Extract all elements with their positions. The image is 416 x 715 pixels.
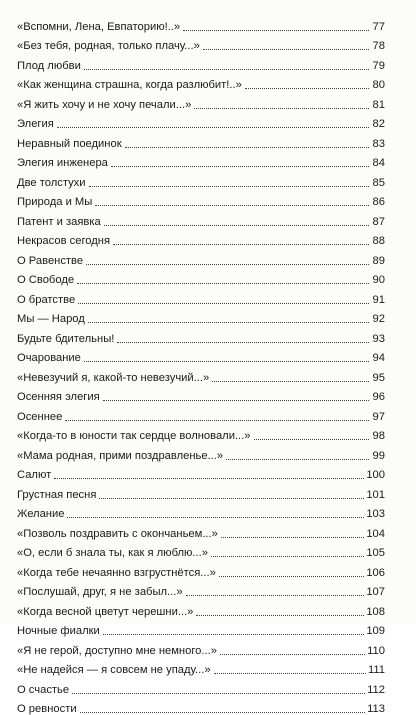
dot-leader <box>57 118 369 130</box>
toc-entry[interactable] <box>17 325 385 345</box>
toc-entry-title: Очарование <box>17 352 82 364</box>
dot-leader <box>78 294 369 306</box>
toc-entry-title: Элегия <box>17 118 55 130</box>
toc-entry-title: Две толстухи <box>17 177 87 189</box>
toc-entry-title: «Мама родная, прими поздравленье...» <box>17 450 224 462</box>
toc-entry-page-number: 83 <box>371 138 385 150</box>
toc-entry-title: «Послушай, друг, я не забыл...» <box>17 586 184 598</box>
dot-leader <box>117 333 369 345</box>
toc-entry-page-number: 79 <box>371 60 385 72</box>
toc-entry[interactable] <box>17 247 385 267</box>
toc-entry-page-number: 92 <box>371 313 385 325</box>
toc-entry[interactable] <box>17 676 385 696</box>
dot-leader <box>111 157 369 169</box>
toc-entry-title: «Когда тебе нечаянно взгрустнётся...» <box>17 567 217 579</box>
toc-entry-page-number: 97 <box>371 411 385 423</box>
toc-entry-title: О счастье <box>17 684 70 696</box>
dot-leader <box>211 547 364 559</box>
dot-leader <box>95 196 369 208</box>
toc-entry-page-number: 89 <box>371 255 385 267</box>
dot-leader <box>220 645 365 657</box>
toc-entry[interactable] <box>17 520 385 540</box>
toc-entry-title: Патент и заявка <box>17 216 102 228</box>
toc-entry-title: «Я жить хочу и не хочу печали...» <box>17 99 192 111</box>
toc-entry-title: Салют <box>17 469 52 481</box>
toc-entry-title: Плод любви <box>17 60 82 72</box>
dot-leader <box>103 625 365 637</box>
toc-entry[interactable] <box>17 481 385 501</box>
toc-entry[interactable] <box>17 189 385 209</box>
toc-entry[interactable] <box>17 72 385 92</box>
dot-leader <box>219 567 364 579</box>
toc-entry-page-number: 84 <box>371 157 385 169</box>
toc-entry-title: «Не надейся — я совсем не упаду...» <box>17 664 212 676</box>
toc-entry-page-number: 96 <box>371 391 385 403</box>
dot-leader <box>214 664 366 676</box>
toc-entry-page-number: 82 <box>371 118 385 130</box>
toc-entry-page-number: 86 <box>371 196 385 208</box>
toc-entry-page-number: 91 <box>371 294 385 306</box>
dot-leader <box>221 528 364 540</box>
dot-leader <box>67 508 364 520</box>
toc-entry-page-number: 77 <box>371 21 385 33</box>
toc-entry[interactable] <box>17 286 385 306</box>
table-of-contents <box>17 13 385 715</box>
toc-entry-page-number: 95 <box>371 372 385 384</box>
dot-leader <box>65 411 369 423</box>
dot-leader <box>226 450 369 462</box>
toc-entry-title: Мы — Народ <box>17 313 86 325</box>
toc-entry[interactable] <box>17 13 385 33</box>
dot-leader <box>254 430 370 442</box>
toc-entry-page-number: 107 <box>366 586 385 598</box>
toc-entry[interactable] <box>17 442 385 462</box>
dot-leader <box>104 216 369 228</box>
toc-entry-page-number: 88 <box>371 235 385 247</box>
toc-entry[interactable] <box>17 501 385 521</box>
toc-entry-title: Природа и Мы <box>17 196 93 208</box>
toc-entry-title: «Вспомни, Лена, Евпаторию!..» <box>17 21 181 33</box>
toc-entry-page-number: 109 <box>366 625 385 637</box>
toc-entry-page-number: 80 <box>371 79 385 91</box>
toc-entry[interactable] <box>17 345 385 365</box>
toc-entry-title: Некрасов сегодня <box>17 235 111 247</box>
dot-leader <box>77 274 369 286</box>
dot-leader <box>212 372 369 384</box>
toc-entry-page-number: 98 <box>371 430 385 442</box>
toc-entry-page-number: 94 <box>371 352 385 364</box>
toc-entry[interactable] <box>17 150 385 170</box>
toc-entry-page-number: 113 <box>367 703 385 715</box>
toc-entry[interactable] <box>17 91 385 111</box>
toc-entry-title: «Когда весной цветут черешни...» <box>17 606 194 618</box>
toc-entry[interactable] <box>17 52 385 72</box>
dot-leader <box>54 469 364 481</box>
dot-leader <box>80 703 366 715</box>
toc-entry-page-number: 99 <box>371 450 385 462</box>
toc-entry-page-number: 108 <box>366 606 385 618</box>
toc-entry-page-number: 105 <box>366 547 385 559</box>
toc-entry[interactable] <box>17 657 385 677</box>
toc-entry[interactable] <box>17 111 385 131</box>
toc-entry[interactable] <box>17 423 385 443</box>
toc-entry-page-number: 100 <box>366 469 385 481</box>
toc-entry[interactable] <box>17 364 385 384</box>
toc-entry[interactable] <box>17 228 385 248</box>
toc-entry[interactable] <box>17 33 385 53</box>
toc-entry-page-number: 111 <box>368 664 385 676</box>
toc-entry-page-number: 112 <box>367 684 385 696</box>
dot-leader <box>86 255 369 267</box>
toc-entry-title: О Равенстве <box>17 255 84 267</box>
dot-leader <box>103 391 369 403</box>
toc-entry-title: Элегия инженера <box>17 157 109 169</box>
dot-leader <box>89 177 369 189</box>
toc-entry-title: «Без тебя, родная, только плачу...» <box>17 40 201 52</box>
toc-entry[interactable] <box>17 306 385 326</box>
toc-entry[interactable] <box>17 403 385 423</box>
dot-leader <box>84 60 369 72</box>
toc-entry[interactable] <box>17 696 385 715</box>
toc-entry[interactable] <box>17 637 385 657</box>
toc-entry-page-number: 106 <box>366 567 385 579</box>
toc-entry[interactable] <box>17 559 385 579</box>
dot-leader <box>72 684 365 696</box>
toc-entry[interactable] <box>17 208 385 228</box>
dot-leader <box>125 138 369 150</box>
toc-entry-title: Ночные фиалки <box>17 625 101 637</box>
toc-entry-title: «Позволь поздравить с окончаньем...» <box>17 528 219 540</box>
dot-leader <box>186 586 365 598</box>
toc-entry[interactable] <box>17 267 385 287</box>
toc-entry[interactable] <box>17 598 385 618</box>
toc-entry-page-number: 87 <box>371 216 385 228</box>
toc-entry-page-number: 81 <box>371 99 385 111</box>
dot-leader <box>245 79 369 91</box>
toc-entry-title: «Как женщина страшна, когда разлюбит!..» <box>17 79 243 91</box>
toc-entry-page-number: 104 <box>366 528 385 540</box>
toc-entry-page-number: 85 <box>371 177 385 189</box>
toc-entry[interactable] <box>17 384 385 404</box>
toc-entry-title: Грустная песня <box>17 489 97 501</box>
toc-entry[interactable] <box>17 618 385 638</box>
toc-entry[interactable] <box>17 169 385 189</box>
toc-entry-title: Неравный поединок <box>17 138 123 150</box>
toc-entry-page-number: 101 <box>366 489 385 501</box>
toc-entry-title: О ревности <box>17 703 78 715</box>
dot-leader <box>84 352 369 364</box>
toc-entry-title: «Невезучий я, какой-то невезучий...» <box>17 372 210 384</box>
toc-entry[interactable] <box>17 130 385 150</box>
dot-leader <box>183 21 369 33</box>
toc-entry-title: Желание <box>17 508 65 520</box>
toc-entry[interactable] <box>17 579 385 599</box>
toc-entry-title: «О, если б знала ты, как я люблю...» <box>17 547 209 559</box>
toc-entry-page-number: 93 <box>371 333 385 345</box>
dot-leader <box>196 606 364 618</box>
toc-entry[interactable] <box>17 540 385 560</box>
toc-entry-title: «Когда-то в юности так сердце волновали...» <box>17 430 252 442</box>
dot-leader <box>113 235 369 247</box>
toc-entry-page-number: 103 <box>366 508 385 520</box>
dot-leader <box>203 40 369 52</box>
toc-entry[interactable] <box>17 462 385 482</box>
toc-entry-page-number: 78 <box>371 40 385 52</box>
toc-entry-title: О братстве <box>17 294 76 306</box>
toc-entry-title: Осеннее <box>17 411 63 423</box>
dot-leader <box>99 489 364 501</box>
dot-leader <box>194 99 369 111</box>
toc-entry-page-number: 110 <box>367 645 385 657</box>
toc-entry-title: Осенняя элегия <box>17 391 101 403</box>
toc-entry-page-number: 90 <box>371 274 385 286</box>
dot-leader <box>88 313 369 325</box>
toc-entry-title: «Я не герой, доступно мне немного...» <box>17 645 218 657</box>
toc-entry-title: О Свободе <box>17 274 75 286</box>
toc-entry-title: Будьте бдительны! <box>17 333 115 345</box>
